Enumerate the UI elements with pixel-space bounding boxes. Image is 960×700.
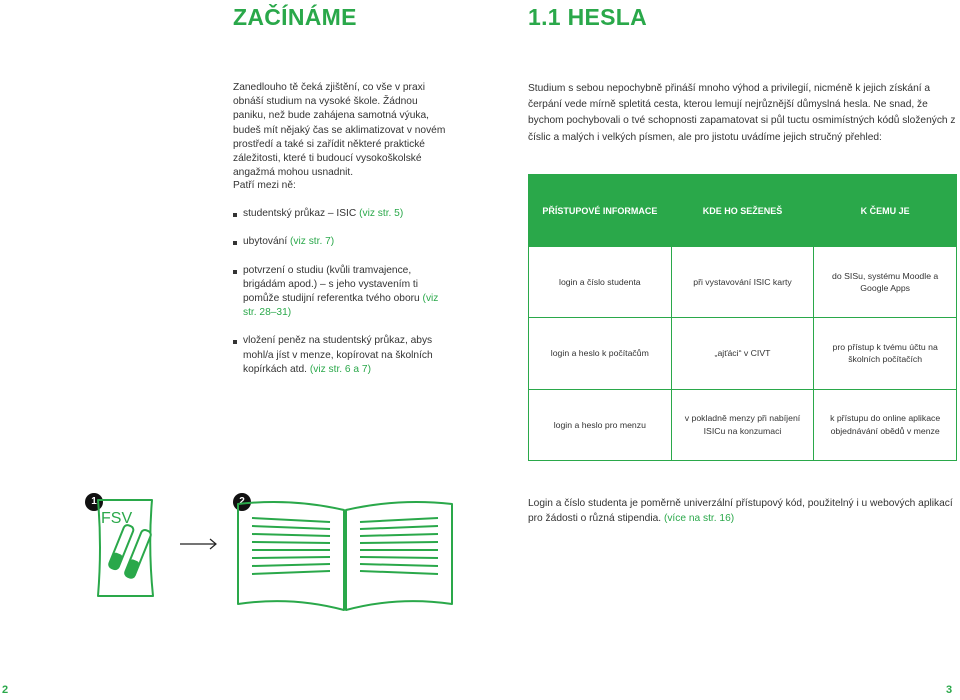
page-reference: (viz str. 5): [359, 208, 404, 220]
table-cell: v pokladně menzy při nabíjení ISICu na konzumaci: [671, 389, 814, 460]
passwords-table: [528, 174, 957, 461]
table-header-cell: K ČEMU JE: [814, 175, 957, 247]
table-cell: login a číslo studenta: [529, 247, 672, 318]
intro-paragraph: Zanedlouho tě čeká zjištění, co vše v praxi obnáší studium na vysoké škole. Žádnou paniku, než bude zahájena samotná výuka, budeš mít nějaký čas se aklimatizovat v novém prostředí a také si zařídit některé praktické záležitosti, které ti budoucí vysokoškolské angažmá mohou usnadnit.: [233, 82, 446, 179]
list-item: [233, 334, 453, 377]
bullet-icon: [233, 213, 237, 217]
table-row: [529, 389, 957, 460]
page-reference: (viz str. 6 a 7): [309, 363, 371, 375]
table-cell: k přístupu do online aplikace objednávání obědů v menze: [814, 389, 957, 460]
passwords-intro-paragraph: Studium s sebou nepochybně přináší mnoho výhod a privilegií, nicméně k jejich získání a čerpání vede mírně spletitá cesta, kterou lemují nejrůznější důmyslná hesla. Ne snad, že bychom pochybovali o tvé schopnosti zapamatovat si půl tuctu osmimístných kódů složených z číslic a malých i velkých písmen, ale pro jistotu uvádíme jejich stručný přehled:: [528, 83, 956, 143]
page-reference: (viz str. 28–31): [243, 293, 439, 319]
table-header-cell: KDE HO SEŽENEŠ: [671, 175, 814, 247]
table-cell: do SISu, systému Moodle a Google Apps: [814, 247, 957, 318]
table-header-row: [529, 175, 957, 247]
page-number-right: 3: [946, 684, 953, 696]
table-cell: pro přístup k tvému účtu na školních počítačích: [814, 318, 957, 389]
step-2-badge: 2: [233, 493, 251, 511]
checklist: [233, 179, 453, 391]
list-item-text: potvrzení o studiu (kvůli tramvajence, brigádám apod.) – s jeho vystavením ti pomůže studijní referentka tvého oboru: [243, 264, 420, 305]
table-cell: při vystavování ISIC karty: [671, 247, 814, 318]
list-item-text: vložení peněz na studentský průkaz, abys mohl/a jíst v menze, kopírovat na školních kopírkách atd.: [243, 335, 433, 375]
list-item-text: studentský průkaz – ISIC: [243, 208, 357, 220]
login-note-paragraph: [528, 497, 958, 526]
bullet-icon: [233, 340, 237, 344]
checklist-lead: Patří mezi ně:: [233, 180, 296, 191]
page-reference: (více na str. 16): [663, 512, 735, 524]
table-cell: „ajťáci“ v CIVT: [671, 318, 814, 389]
bullet-icon: [233, 241, 237, 245]
open-book-illustration: [234, 498, 456, 614]
section-title: ZAČÍNÁME: [233, 4, 357, 30]
list-item: [233, 235, 453, 249]
step-1-badge: 1: [85, 493, 103, 511]
chapter-title: 1.1 HESLA: [528, 4, 648, 30]
table-row: [529, 318, 957, 389]
checklist-items: [233, 207, 453, 377]
table-cell: login a heslo k počítačům: [529, 318, 672, 389]
arrow-right-icon: [179, 538, 219, 550]
list-item: [233, 207, 453, 221]
list-item-text: ubytování: [243, 236, 288, 248]
login-note-text: Login a číslo studenta je poměrně univerzální přístupový kód, použitelný i u webových aplikací pro žádosti o různá stipendia.: [528, 498, 953, 524]
list-item: [233, 264, 453, 321]
table-header-cell: PŘÍSTUPOVÉ INFORMACE: [529, 175, 672, 247]
page-number-left: 2: [2, 684, 9, 696]
fsv-notebook-illustration: [90, 497, 160, 599]
bullet-icon: [233, 270, 237, 274]
table-row: [529, 247, 957, 318]
page-reference: (viz str. 7): [290, 236, 335, 248]
table-cell: login a heslo pro menzu: [529, 389, 672, 460]
book-label: FSV: [101, 510, 133, 527]
